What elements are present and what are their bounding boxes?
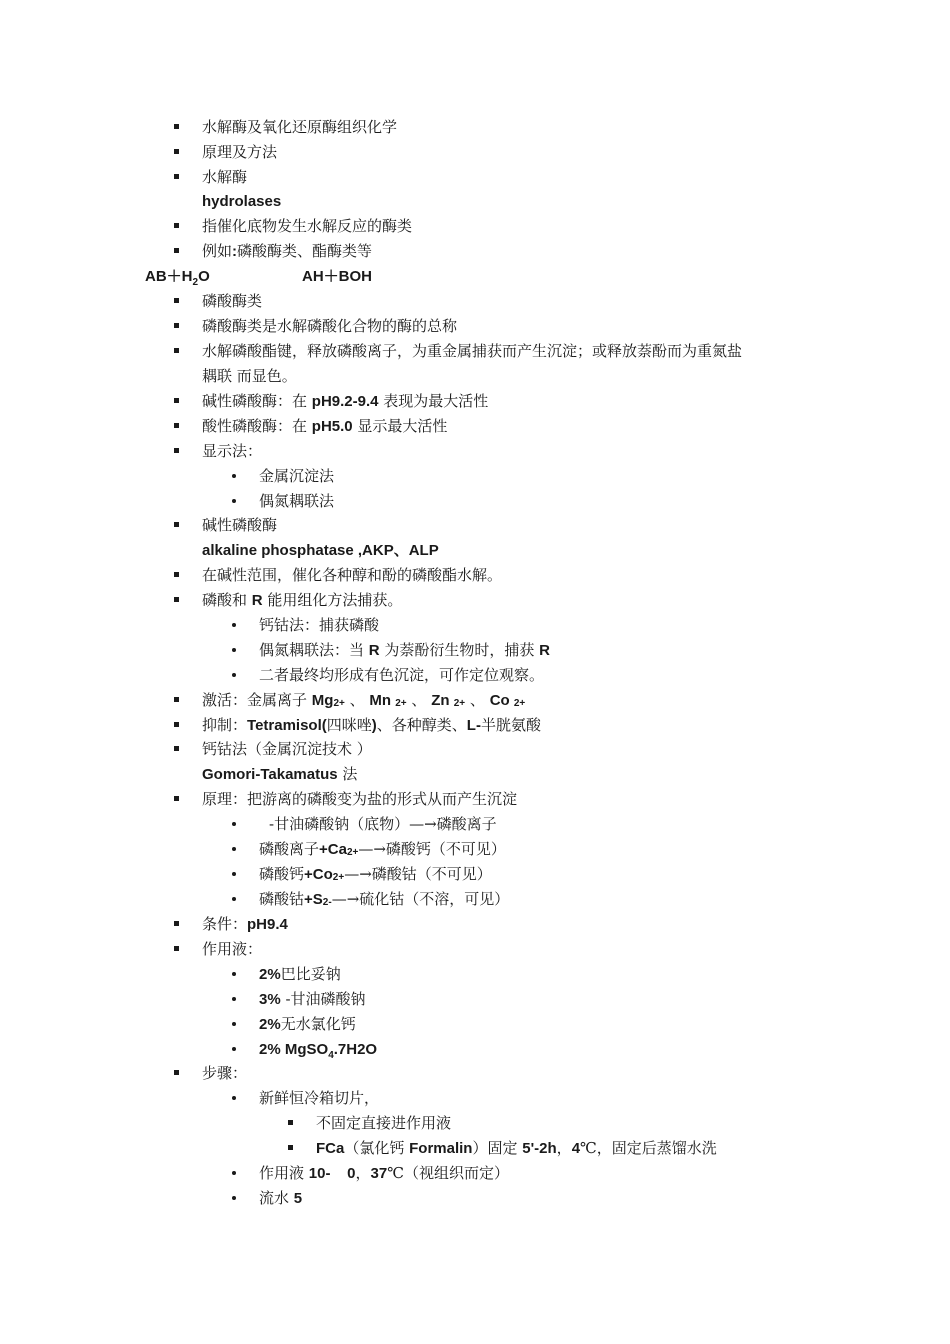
subscript: 4 xyxy=(328,1050,334,1061)
item-text: 水解酶及氧化还原酶组织化学 xyxy=(202,118,398,136)
sub-list-item xyxy=(259,889,509,909)
item-text: -甘油磷酸钠（底物）—→磷酸离子 xyxy=(269,815,497,833)
separator: 、 xyxy=(465,691,485,709)
list-item-continuation xyxy=(202,191,281,211)
item-text: 新鲜恒冷箱切片， xyxy=(259,1089,380,1107)
item-text: 为萘酚衍生物时，捕获 xyxy=(379,641,540,659)
equation-right-text: AH＋BOH xyxy=(302,268,372,285)
sub-list-item xyxy=(259,1163,509,1183)
item-text: 10- 0 xyxy=(308,1165,356,1182)
item-text: 碱性磷酸酶：在 xyxy=(202,392,312,410)
item-text: R xyxy=(539,642,551,659)
list-item xyxy=(202,291,262,311)
item-text: 37 xyxy=(370,1165,388,1182)
item-text: L- xyxy=(466,717,481,734)
item-text: 作用液 xyxy=(259,1164,309,1182)
list-item xyxy=(202,515,277,535)
item-text: 2% xyxy=(259,1016,281,1033)
list-item xyxy=(202,341,742,361)
item-text: +Ca xyxy=(319,841,347,858)
item-text: 作用液： xyxy=(202,940,263,958)
item-text: FCa xyxy=(316,1140,345,1157)
item-text: .7H2O xyxy=(333,1041,378,1058)
sub-list-item xyxy=(259,1039,377,1059)
item-text: 能用组化方法捕获。 xyxy=(262,591,403,609)
ion-charge: 2+ xyxy=(333,698,345,709)
item-text: alkaline phosphatase ,AKP、ALP xyxy=(202,542,439,559)
sub-list-item xyxy=(259,1088,379,1108)
item-text: : xyxy=(232,243,238,260)
equation-line xyxy=(145,266,210,286)
item-text: 法 xyxy=(337,765,358,783)
item-text: 偶氮耦联法：当 xyxy=(259,641,369,659)
item-text: 不固定直接进作用液 xyxy=(316,1114,452,1132)
item-text: 2% xyxy=(259,966,281,983)
equation-right xyxy=(302,266,372,286)
item-text: —→硫化钴（不溶，可见） xyxy=(331,890,510,908)
separator: 、 xyxy=(344,691,365,709)
ion-symbol: Mg xyxy=(311,692,334,709)
sub-list-item xyxy=(259,964,341,984)
item-text: 抑制： xyxy=(202,716,248,734)
item-text: 在碱性范围，催化各种醇和酚的磷酸酯水解。 xyxy=(202,566,503,584)
ion-charge: 2+ xyxy=(346,847,359,858)
equation-left: O xyxy=(198,268,210,285)
list-item xyxy=(202,142,277,162)
item-text: 3% xyxy=(259,991,281,1008)
list-item xyxy=(202,590,402,610)
item-text: 5 xyxy=(293,1190,303,1207)
list-item xyxy=(202,715,541,735)
sub-list-item xyxy=(259,989,366,1009)
item-text: ℃（视组织而定） xyxy=(387,1164,509,1182)
item-text: 磷酸酶类 xyxy=(202,292,263,310)
list-item xyxy=(202,739,372,759)
list-item xyxy=(202,391,488,411)
item-text: 二者最终均形成有色沉淀，可作定位观察。 xyxy=(259,666,545,684)
ion-charge: 2+ xyxy=(395,698,407,709)
item-text: 水解酶 xyxy=(202,168,248,186)
sub-list-item xyxy=(259,615,379,635)
item-text: 磷酸钙 xyxy=(259,865,305,883)
item-text: —→磷酸钴（不可见） xyxy=(344,865,492,883)
item-text: Gomori-Takamatus xyxy=(202,766,338,783)
list-item xyxy=(202,241,372,261)
sub-list-item xyxy=(259,1188,302,1208)
sub-list-item xyxy=(259,814,497,834)
sub-list-item xyxy=(259,1014,356,1034)
item-text: ）固定 xyxy=(472,1139,523,1157)
item-text: 2% MgSO xyxy=(259,1041,329,1058)
item-text: R xyxy=(251,592,263,609)
list-item-continuation xyxy=(202,366,297,386)
sub-list-item xyxy=(259,665,544,685)
list-item-continuation xyxy=(202,764,357,784)
ion-symbol: Mn xyxy=(369,692,396,709)
item-text: 磷酸酶类是水解磷酸化合物的酶的总称 xyxy=(202,317,458,335)
list-item xyxy=(202,565,502,585)
item-text: hydrolases xyxy=(202,193,282,210)
item-text: ) xyxy=(371,717,377,734)
item-text: ， xyxy=(355,1164,371,1182)
item-text: Formalin xyxy=(409,1140,473,1157)
list-item xyxy=(202,167,247,187)
item-text: pH9.2-9.4 xyxy=(311,393,379,410)
list-item xyxy=(202,441,262,461)
item-text: 5'-2h xyxy=(522,1140,557,1157)
ion-charge: 2+ xyxy=(332,872,345,883)
sub-sub-list-item xyxy=(316,1113,451,1133)
item-text: 钙钴法（金属沉淀技术 ） xyxy=(202,740,372,758)
item-text: 酸性磷酸酶：在 xyxy=(202,417,312,435)
sub-list-item xyxy=(259,640,550,660)
item-text: 四咪唑 xyxy=(326,716,372,734)
list-item xyxy=(202,939,262,959)
item-text: R xyxy=(368,642,380,659)
item-text: 磷酸酶类、酯酶类等 xyxy=(237,242,373,260)
list-item xyxy=(202,316,457,336)
item-text: 、各种醇类、 xyxy=(376,716,467,734)
item-text: -甘油磷酸钠 xyxy=(280,990,366,1008)
item-text: 偶氮耦联法 xyxy=(259,492,335,510)
item-text: 显示法： xyxy=(202,442,263,460)
item-text: 原理：把游离的磷酸变为盐的形式从而产生沉淀 xyxy=(202,790,518,808)
item-text: 磷酸离子 xyxy=(259,840,320,858)
equation-subscript: 2 xyxy=(192,277,199,288)
list-item xyxy=(202,416,447,436)
item-text: 巴比妥钠 xyxy=(280,965,341,983)
sub-list-item xyxy=(259,466,334,486)
item-text: 水解磷酸酯键，释放磷酸离子，为重金属捕获而产生沉淀；或释放萘酚而为重氮盐 xyxy=(202,342,743,360)
item-text: 激活：金属离子 xyxy=(202,691,312,709)
ion-charge: 2- xyxy=(322,897,332,908)
list-item-continuation xyxy=(202,540,439,560)
item-text: Tetramisol( xyxy=(247,717,327,734)
item-text: +Co xyxy=(304,866,333,883)
list-item xyxy=(202,914,288,934)
list-item xyxy=(202,216,412,236)
sub-sub-list-item xyxy=(316,1138,717,1158)
item-text: 金属沉淀法 xyxy=(259,467,335,485)
item-text: ， xyxy=(556,1139,572,1157)
sub-list-item xyxy=(259,864,492,884)
item-text: （氯化钙 xyxy=(344,1139,410,1157)
item-text: 磷酸和 xyxy=(202,591,252,609)
item-text: 条件： xyxy=(202,915,248,933)
item-text: 4 xyxy=(571,1140,581,1157)
item-text: 半胱氨酸 xyxy=(480,716,541,734)
item-text: 碱性磷酸酶 xyxy=(202,516,278,534)
list-item xyxy=(202,789,517,809)
item-text: ℃，固定后蒸馏水洗 xyxy=(580,1139,717,1157)
item-text: 指催化底物发生水解反应的酶类 xyxy=(202,217,413,235)
ion-charge: 2+ xyxy=(453,698,466,709)
item-text: +S xyxy=(304,891,323,908)
item-text: 例如 xyxy=(202,242,233,260)
ion-symbol: Co xyxy=(489,692,514,709)
list-item xyxy=(202,690,525,710)
sub-list-item xyxy=(259,491,334,511)
separator: 、 xyxy=(406,691,427,709)
item-text: 原理及方法 xyxy=(202,143,278,161)
item-text: 磷酸钴 xyxy=(259,890,305,908)
item-text: 步骤： xyxy=(202,1064,248,1082)
ion-symbol: Zn xyxy=(431,692,454,709)
list-item xyxy=(202,1063,247,1083)
equation-left: AB＋H xyxy=(145,268,193,285)
list-item xyxy=(202,117,397,137)
item-text: pH9.4 xyxy=(247,916,288,933)
item-text: 流水 xyxy=(259,1189,294,1207)
item-text: 耦联 而显色。 xyxy=(202,367,297,385)
item-text: 显示最大活性 xyxy=(352,417,448,435)
item-text: 表现为最大活性 xyxy=(378,392,489,410)
sub-list-item xyxy=(259,839,506,859)
ion-charge: 2+ xyxy=(513,698,526,709)
item-text: 无水氯化钙 xyxy=(280,1015,356,1033)
item-text: —→磷酸钙（不可见） xyxy=(358,840,506,858)
item-text: 钙钴法：捕获磷酸 xyxy=(259,616,380,634)
item-text: pH5.0 xyxy=(311,418,353,435)
